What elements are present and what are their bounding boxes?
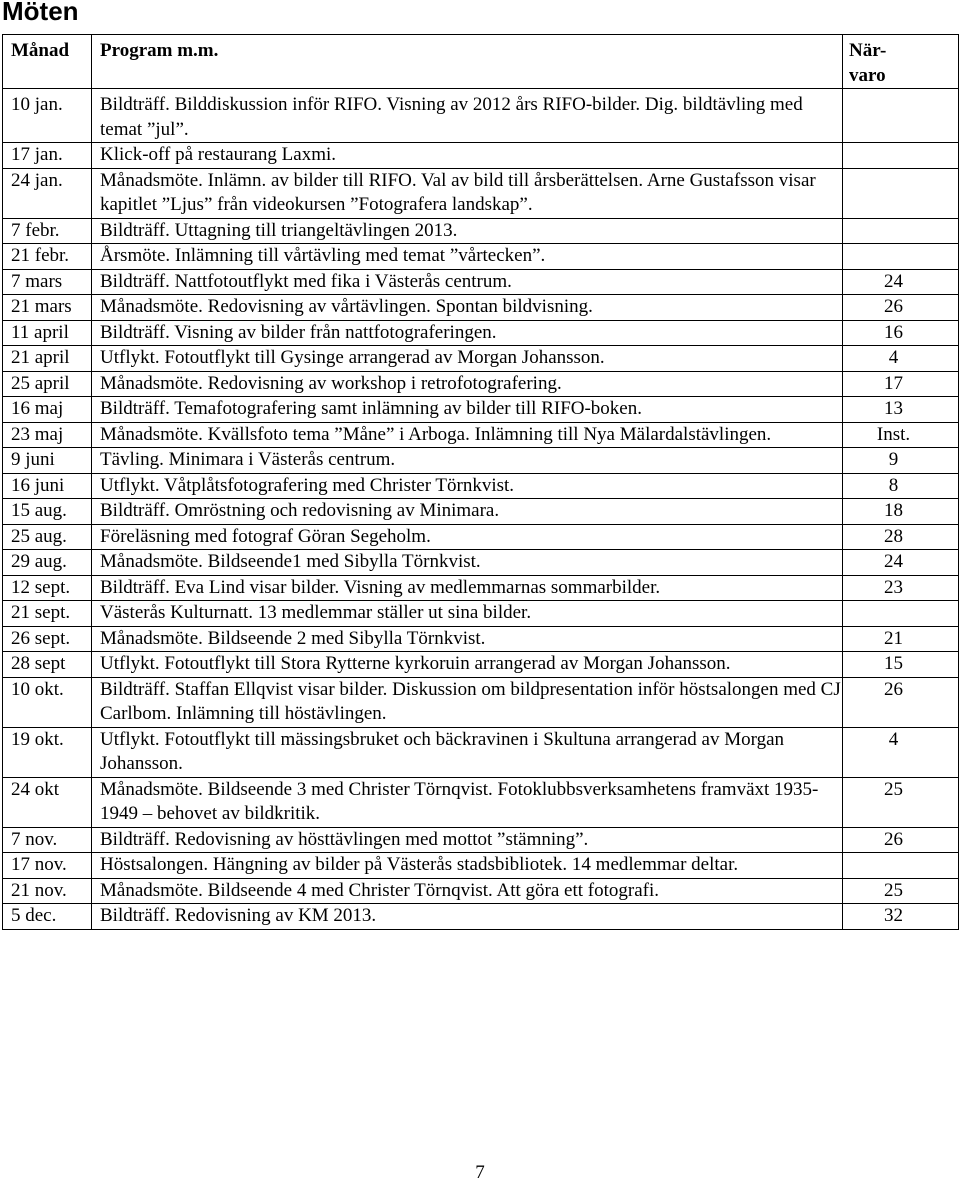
table-row	[3, 626, 959, 652]
meeting-attendance: 26	[843, 677, 959, 727]
meeting-date: 5 dec.	[3, 904, 92, 930]
meeting-attendance: 4	[843, 727, 959, 777]
page-title: Möten	[2, 0, 79, 26]
meeting-program: Månadsmöte. Redovisning av vårtävlingen. Spontan bildvisning.	[92, 295, 843, 321]
month-column-header: Månad	[3, 35, 92, 89]
meeting-date: 21 nov.	[3, 878, 92, 904]
table-row	[3, 168, 959, 218]
meeting-program: Månadsmöte. Kvällsfoto tema ”Måne” i Arboga. Inlämning till Nya Mälardalstävlingen.	[92, 422, 843, 448]
table-row	[3, 677, 959, 727]
meeting-date: 15 aug.	[3, 499, 92, 525]
meeting-program: Bildträff. Bilddiskussion inför RIFO. Visning av 2012 års RIFO-bilder. Dig. bildtävling med temat ”jul”.	[92, 89, 843, 143]
meeting-date: 9 juni	[3, 448, 92, 474]
table-row	[3, 550, 959, 576]
table-row	[3, 777, 959, 827]
table-row	[3, 397, 959, 423]
meeting-program: Föreläsning med fotograf Göran Segeholm.	[92, 524, 843, 550]
meeting-program: Bildträff. Redovisning av hösttävlingen med mottot ”stämning”.	[92, 827, 843, 853]
meeting-program: Höstsalongen. Hängning av bilder på Västerås stadsbibliotek. 14 medlemmar deltar.	[92, 853, 843, 879]
meeting-program: Månadsmöte. Bildseende 4 med Christer Törnqvist. Att göra ett fotografi.	[92, 878, 843, 904]
attendance-header-line2: varo	[849, 65, 886, 86]
meeting-attendance: 23	[843, 575, 959, 601]
meeting-attendance	[843, 168, 959, 218]
meeting-date: 21 sept.	[3, 601, 92, 627]
table-row	[3, 422, 959, 448]
meeting-attendance	[843, 89, 959, 143]
table-row	[3, 448, 959, 474]
meeting-program: Månadsmöte. Inlämn. av bilder till RIFO. Val av bild till årsberättelsen. Arne Gustafsson visar kapitlet ”Ljus” från videokursen ”Fotografera landskap”.	[92, 168, 843, 218]
page-number: 7	[475, 1162, 485, 1183]
meeting-attendance: 21	[843, 626, 959, 652]
table-row	[3, 320, 959, 346]
meeting-attendance: 13	[843, 397, 959, 423]
meeting-date: 25 april	[3, 371, 92, 397]
table-row	[3, 853, 959, 879]
meetings-table	[2, 34, 959, 930]
meeting-attendance: 16	[843, 320, 959, 346]
meeting-date: 12 sept.	[3, 575, 92, 601]
meeting-attendance: 28	[843, 524, 959, 550]
table-row	[3, 295, 959, 321]
table-row	[3, 878, 959, 904]
meeting-program: Utflykt. Fotoutflykt till Stora Rytterne kyrkoruin arrangerad av Morgan Johansson.	[92, 652, 843, 678]
meeting-program: Bildträff. Nattfotoutflykt med fika i Västerås centrum.	[92, 269, 843, 295]
meeting-attendance: 18	[843, 499, 959, 525]
attendance-header-line1: När-	[849, 40, 887, 61]
table-row	[3, 244, 959, 270]
meeting-program: Årsmöte. Inlämning till vårtävling med temat ”vårtecken”.	[92, 244, 843, 270]
table-row	[3, 727, 959, 777]
meeting-attendance: 25	[843, 878, 959, 904]
meeting-date: 7 nov.	[3, 827, 92, 853]
meeting-date: 24 okt	[3, 777, 92, 827]
meeting-date: 29 aug.	[3, 550, 92, 576]
meeting-attendance	[843, 218, 959, 244]
meeting-program: Tävling. Minimara i Västerås centrum.	[92, 448, 843, 474]
meeting-date: 25 aug.	[3, 524, 92, 550]
meeting-program: Månadsmöte. Bildseende 2 med Sibylla Törnkvist.	[92, 626, 843, 652]
meeting-attendance: 9	[843, 448, 959, 474]
meeting-program: Bildträff. Omröstning och redovisning av Minimara.	[92, 499, 843, 525]
meeting-date: 28 sept	[3, 652, 92, 678]
meeting-date: 23 maj	[3, 422, 92, 448]
meeting-attendance: 17	[843, 371, 959, 397]
meeting-attendance: 8	[843, 473, 959, 499]
meeting-program: Bildträff. Redovisning av KM 2013.	[92, 904, 843, 930]
meeting-program: Utflykt. Våtplåtsfotografering med Christer Törnkvist.	[92, 473, 843, 499]
meeting-program: Månadsmöte. Bildseende 3 med Christer Törnqvist. Fotoklubbsverksamhetens framväxt 1935-1949 – behovet av bildkritik.	[92, 777, 843, 827]
table-row	[3, 473, 959, 499]
meeting-attendance	[843, 143, 959, 169]
meeting-attendance: 4	[843, 346, 959, 372]
attendance-column-header	[843, 35, 959, 89]
meeting-program: Västerås Kulturnatt. 13 medlemmar ställer ut sina bilder.	[92, 601, 843, 627]
table-row	[3, 143, 959, 169]
meeting-attendance: 32	[843, 904, 959, 930]
table-row	[3, 499, 959, 525]
meeting-attendance	[843, 601, 959, 627]
meeting-date: 10 okt.	[3, 677, 92, 727]
meeting-program: Bildträff. Temafotografering samt inlämning av bilder till RIFO-boken.	[92, 397, 843, 423]
meeting-date: 16 juni	[3, 473, 92, 499]
meeting-program: Klick-off på restaurang Laxmi.	[92, 143, 843, 169]
table-row	[3, 89, 959, 143]
meeting-attendance: Inst.	[843, 422, 959, 448]
meeting-date: 7 mars	[3, 269, 92, 295]
table-row	[3, 346, 959, 372]
meeting-program: Bildträff. Eva Lind visar bilder. Visning av medlemmarnas sommarbilder.	[92, 575, 843, 601]
table-row	[3, 218, 959, 244]
meeting-date: 19 okt.	[3, 727, 92, 777]
meeting-program: Utflykt. Fotoutflykt till mässingsbruket och bäckravinen i Skultuna arrangerad av Morgan Johansson.	[92, 727, 843, 777]
meeting-date: 21 april	[3, 346, 92, 372]
meeting-program: Månadsmöte. Bildseende1 med Sibylla Törnkvist.	[92, 550, 843, 576]
table-header-row	[3, 35, 959, 89]
table-row	[3, 827, 959, 853]
meeting-date: 21 mars	[3, 295, 92, 321]
table-row	[3, 652, 959, 678]
meeting-date: 16 maj	[3, 397, 92, 423]
meeting-date: 17 jan.	[3, 143, 92, 169]
meeting-date: 17 nov.	[3, 853, 92, 879]
meeting-date: 10 jan.	[3, 89, 92, 143]
meeting-date: 21 febr.	[3, 244, 92, 270]
meeting-date: 24 jan.	[3, 168, 92, 218]
meeting-program: Bildträff. Staffan Ellqvist visar bilder. Diskussion om bildpresentation inför höstsalongen med CJ Carlbom. Inlämning till höstävlingen.	[92, 677, 843, 727]
table-row	[3, 904, 959, 930]
meeting-attendance: 25	[843, 777, 959, 827]
table-row	[3, 575, 959, 601]
meeting-program: Bildträff. Visning av bilder från nattfotograferingen.	[92, 320, 843, 346]
meeting-attendance: 26	[843, 295, 959, 321]
meeting-attendance: 26	[843, 827, 959, 853]
meeting-date: 26 sept.	[3, 626, 92, 652]
meeting-date: 11 april	[3, 320, 92, 346]
table-row	[3, 524, 959, 550]
table-row	[3, 601, 959, 627]
table-body	[3, 89, 959, 930]
meeting-date: 7 febr.	[3, 218, 92, 244]
meeting-program: Utflykt. Fotoutflykt till Gysinge arrangerad av Morgan Johansson.	[92, 346, 843, 372]
meeting-program: Månadsmöte. Redovisning av workshop i retrofotografering.	[92, 371, 843, 397]
program-column-header: Program m.m.	[92, 35, 843, 89]
meeting-attendance	[843, 244, 959, 270]
meeting-program: Bildträff. Uttagning till triangeltävlingen 2013.	[92, 218, 843, 244]
meeting-attendance: 24	[843, 269, 959, 295]
table-row	[3, 371, 959, 397]
table-row	[3, 269, 959, 295]
meeting-attendance: 15	[843, 652, 959, 678]
meeting-attendance: 24	[843, 550, 959, 576]
meeting-attendance	[843, 853, 959, 879]
